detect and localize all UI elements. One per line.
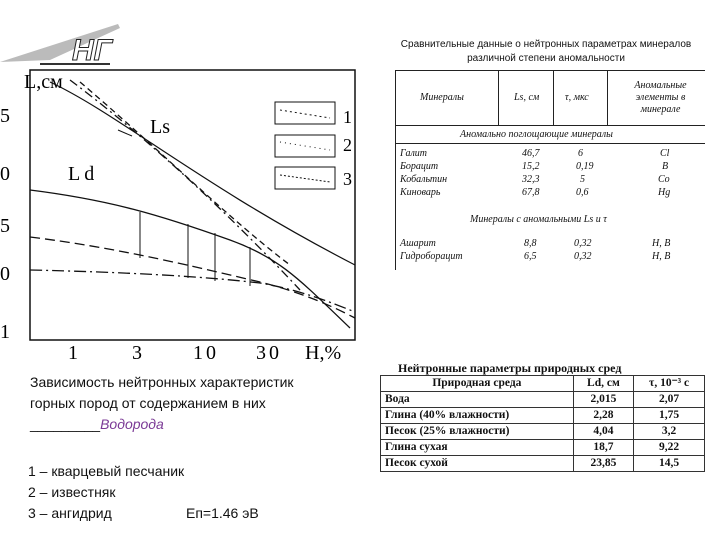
neutron-chart: [0, 0, 370, 370]
table-row: [381, 424, 705, 440]
mineral-ls: 32,3: [522, 174, 540, 185]
section1-rows: [400, 148, 700, 200]
caption-answer-highlight: Водорода: [100, 416, 164, 432]
mineral-name: Кобальтин: [400, 174, 448, 185]
mineral-row: [400, 238, 700, 251]
rock-legend: [28, 455, 330, 535]
mineral-row: [400, 187, 700, 200]
section-anomalous-ls-tau: Минералы с аномальными Ls и τ: [470, 214, 607, 225]
figure-caption: [30, 372, 335, 435]
ld-label: Ld: [68, 163, 99, 185]
mineral-row: [400, 148, 700, 161]
table-row: [381, 392, 705, 408]
mineral-element: H, B: [652, 238, 671, 249]
tau-cell: 14,5: [634, 456, 705, 472]
table-rule-left: [395, 70, 396, 270]
ls-leader: [118, 130, 132, 136]
mineral-tau: 6: [578, 148, 583, 159]
mineral-element: Hg: [658, 187, 671, 198]
y-tick-1: 0: [0, 163, 10, 185]
mineral-name: Гидроборацит: [400, 251, 463, 262]
col-header-tau: τ, 10⁻³ с: [634, 376, 705, 392]
hdr-tau: τ, мкс: [565, 92, 589, 103]
tau-cell: 1,75: [634, 408, 705, 424]
hdr-anomalous-elements: Аномальные элементы в минерале: [634, 80, 687, 115]
ld-cell: 18,7: [573, 440, 633, 456]
mineral-element: Cl: [660, 148, 670, 159]
legend-item-3: 3 – ангидрид: [28, 505, 112, 521]
mineral-name: Киноварь: [400, 187, 441, 198]
mineral-ls: 15,2: [522, 161, 540, 172]
medium-cell: Песок сухой: [381, 456, 574, 472]
mineral-element: H, B: [652, 251, 671, 262]
mineral-tau: 5: [580, 174, 585, 185]
section2-rows: [400, 238, 700, 264]
x-axis-label: H,%: [305, 342, 342, 364]
table-row: [381, 456, 705, 472]
mineral-row: [400, 161, 700, 174]
table-rule-col3: [607, 70, 608, 125]
x-tick-0: 1: [68, 342, 78, 364]
ld-cell: 2,015: [573, 392, 633, 408]
table-rule-header: [395, 125, 705, 126]
legend-label-1: 1: [343, 107, 352, 127]
legend-box-1: [275, 102, 335, 124]
table-rule-col1: [498, 70, 499, 125]
table-rule-section: [395, 143, 705, 144]
caption-line-1: Зависимость нейтронных характеристик: [30, 374, 294, 390]
ld-cell: 2,28: [573, 408, 633, 424]
mineral-name: Галит: [400, 148, 428, 159]
logo-text: НГ: [72, 34, 113, 67]
mineral-name: Борацит: [400, 161, 439, 172]
ld-curve-3: [30, 270, 355, 312]
tau-cell: 9,22: [634, 440, 705, 456]
tau-cell: 3,2: [634, 424, 705, 440]
natural-media-table: [380, 375, 705, 472]
table-row: [381, 440, 705, 456]
mineral-tau: 0,6: [576, 187, 589, 198]
mineral-row: [400, 174, 700, 187]
natural-media-table-title: Нейтронные параметры природных сред: [398, 361, 622, 375]
mineral-table-title-line1: Сравнительные данные о нейтронных параметрах минералов: [400, 39, 692, 50]
y-tick-0: 5: [0, 105, 10, 127]
hdr-minerals: Минералы: [420, 92, 464, 103]
x-tick-2: 10: [193, 342, 219, 364]
legend-label-3: 3: [343, 169, 352, 189]
table-rule-col2: [553, 70, 554, 125]
mineral-element: Co: [658, 174, 670, 185]
ld-curve-1: [30, 190, 350, 328]
caption-line-2: горных пород от содержанием в них: [30, 395, 266, 411]
y-tick-2: 5: [0, 215, 10, 237]
table-rule-top: [395, 70, 705, 71]
mineral-table-title: [372, 38, 720, 66]
col-header-medium: Природная среда: [381, 376, 574, 392]
x-tick-1: 3: [132, 342, 142, 364]
table-row: [381, 408, 705, 424]
legend-label-2: 2: [343, 135, 352, 155]
mineral-tau: 0,19: [576, 161, 594, 172]
mineral-ls: 8,8: [524, 238, 537, 249]
tau-cell: 2,07: [634, 392, 705, 408]
ld-cell: 4,04: [573, 424, 633, 440]
table-header-row: [381, 376, 705, 392]
mineral-element: B: [662, 161, 669, 172]
mineral-row: [400, 251, 700, 264]
mineral-ls: 67,8: [522, 187, 540, 198]
medium-cell: Песок (25% влажности): [381, 424, 574, 440]
legend-item-3-row: [28, 503, 330, 524]
mineral-tau: 0,32: [574, 251, 592, 262]
ls-curve-2: [70, 80, 300, 290]
legend-item-1: 1 – кварцевый песчаник: [28, 463, 185, 479]
caption-line-3: [30, 414, 335, 435]
y-axis-label: L,см: [24, 71, 63, 93]
caption-blank: _________: [30, 416, 101, 432]
medium-cell: Глина сухая: [381, 440, 574, 456]
energy-label: Eп=1.46 эВ: [186, 505, 259, 521]
medium-cell: Глина (40% влажности): [381, 408, 574, 424]
mineral-tau: 0,32: [574, 238, 592, 249]
mineral-ls: 6,5: [524, 251, 537, 262]
mineral-name: Ашарит: [400, 238, 436, 249]
y-tick-4: 1: [0, 321, 10, 343]
mineral-table-title-line2: различной степени аномальности: [467, 53, 625, 64]
hdr-ls: Ls, см: [514, 92, 540, 103]
ls-curve-3: [80, 82, 290, 265]
x-tick-3: 30: [256, 342, 282, 364]
legend-item-2: 2 – известняк: [28, 484, 116, 500]
section-anomalous-absorbers: Аномально поглощающие минералы: [460, 129, 613, 140]
y-tick-3: 0: [0, 263, 10, 285]
ls-label: Ls: [150, 116, 170, 138]
mineral-ls: 46,7: [522, 148, 540, 159]
ld-cell: 23,85: [573, 456, 633, 472]
col-header-ld: Ld, см: [573, 376, 633, 392]
medium-cell: Вода: [381, 392, 574, 408]
